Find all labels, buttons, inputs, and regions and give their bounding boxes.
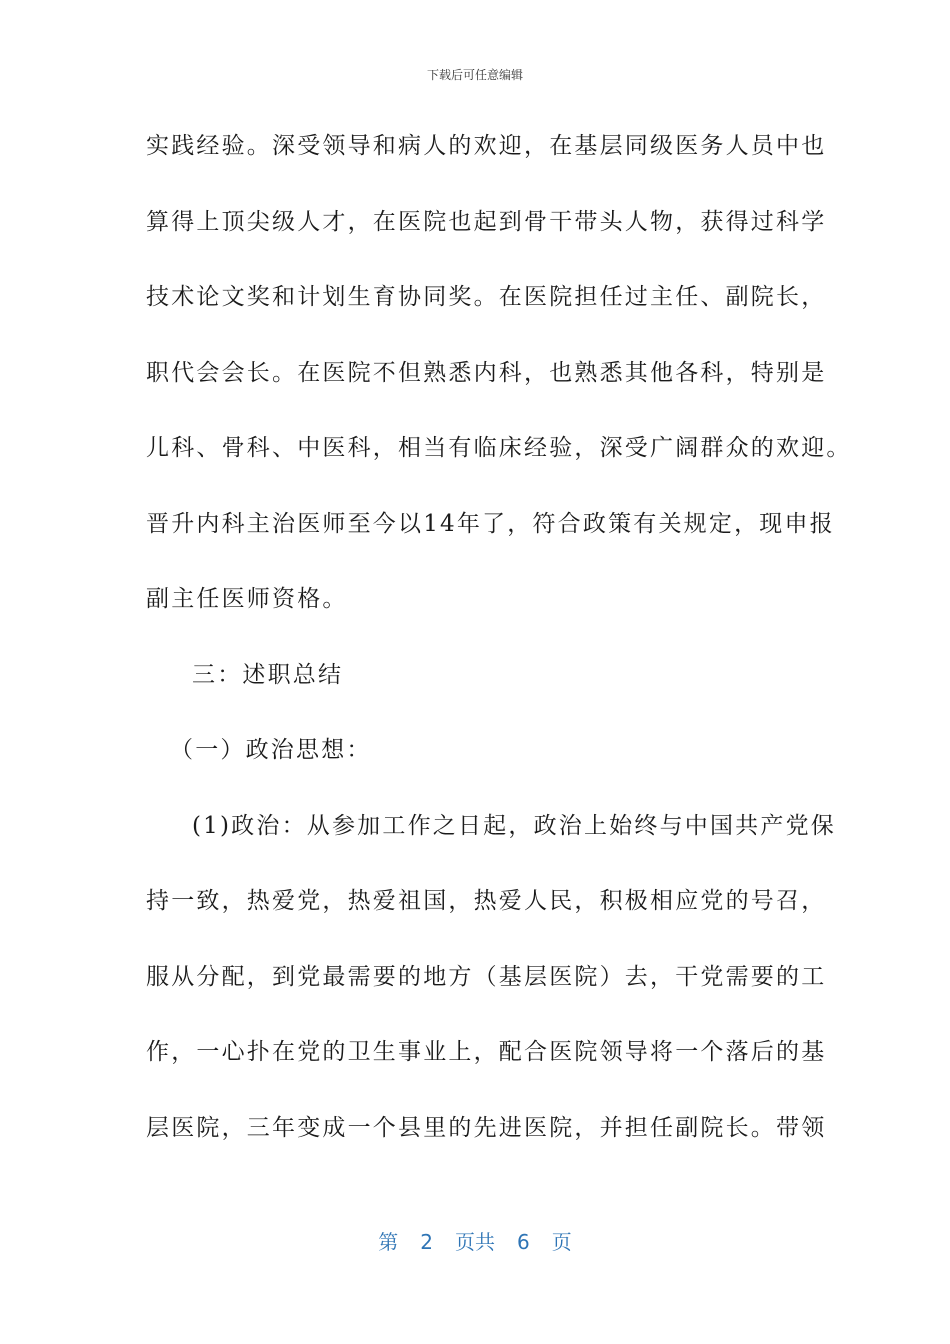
text-line: 作，一心扑在党的卫生事业上，配合医院领导将一个落后的基	[146, 1039, 827, 1065]
total-pages-number: 6	[517, 1230, 530, 1254]
section-heading: 三：述职总结	[192, 661, 344, 688]
text-line: 算得上顶尖级人才，在医院也起到骨干带头人物，获得过科学	[146, 208, 827, 235]
page-footer	[0, 1226, 950, 1255]
current-page-number: 2	[420, 1230, 433, 1254]
document-body	[146, 126, 852, 1183]
footer-suffix: 页	[551, 1230, 572, 1254]
footer-middle: 页共	[455, 1230, 495, 1254]
text-line: (1)政治：从参加工作之日起，政治上始终与中国共产党保	[192, 812, 836, 839]
text-line: 副主任医师资格。	[146, 586, 348, 612]
text-line: 职代会会长。在医院不但熟悉内科，也熟悉其他各科，特别是	[146, 359, 827, 386]
text-line: 技术论文奖和计划生育协同奖。在医院担任过主任、副院长，	[146, 284, 827, 310]
text-line: 层医院，三年变成一个县里的先进医院，并担任副院长。带领	[146, 1114, 827, 1141]
text-line: 持一致，热爱党，热爱祖国，热爱人民，积极相应党的号召，	[146, 888, 827, 914]
subsection-heading: （一）政治思想：	[170, 737, 372, 763]
text-line: 儿科、骨科、中医科，相当有临床经验，深受广阔群众的欢迎。	[146, 435, 852, 461]
text-line: 实践经验。深受领导和病人的欢迎，在基层同级医务人员中也	[146, 133, 827, 159]
header-note: 下载后可任意编辑	[426, 68, 523, 82]
text-line: 服从分配，到党最需要的地方（基层医院）去，干党需要的工	[146, 963, 827, 990]
text-line: 晋升内科主治医师至今以14年了，符合政策有关规定，现申报	[146, 510, 835, 537]
footer-prefix: 第	[378, 1230, 399, 1254]
